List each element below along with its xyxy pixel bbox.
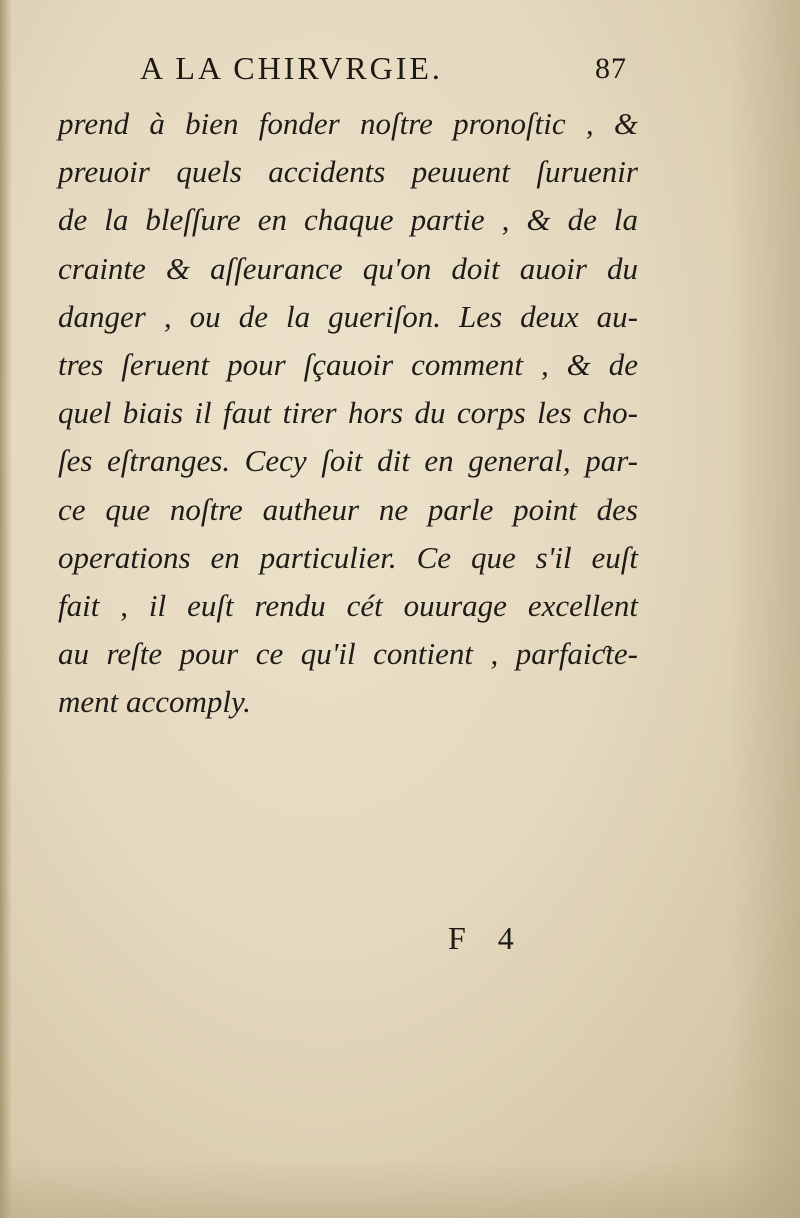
text-line: ce que noſtre autheur ne parle point des: [58, 491, 638, 527]
running-header: [140, 50, 640, 94]
text-line: preuoir quels accidents peuuent ſuruenir: [58, 154, 638, 190]
text-line: operations en particulier. Ce que s'il euſt: [58, 539, 638, 575]
text-line: prend à bien fonder noſtre pronoſtic , &: [58, 106, 638, 141]
page-gutter-shadow: [0, 0, 12, 1218]
text-line: fait , il euſt rendu cét ouurage excellent: [58, 587, 638, 623]
body-paragraph: [58, 100, 648, 726]
text-line: au reſte pour ce qu'il contient , parfaiƈte-: [58, 636, 638, 672]
text-line: quel biais il faut tirer hors du corps les cho-: [58, 395, 638, 431]
page-bottom-shadow: [0, 1158, 800, 1218]
text-line: danger , ou de la gueriſon. Les deux au-: [58, 298, 638, 334]
text-line: ment accomply.: [58, 684, 251, 720]
running-title: A LA CHIRVRGIE.: [140, 50, 443, 86]
text-line: ſes eſtranges. Cecy ſoit dit en general, par-: [58, 443, 638, 479]
text-line: tres ſeruent pour ſçauoir comment , & de: [58, 346, 638, 382]
page-number: 87: [595, 52, 627, 85]
verso-bleed-through: [60, 690, 780, 1170]
text-line: crainte & aſſeurance qu'on doit auoir du: [58, 250, 638, 286]
text-line: de la bleſſure en chaque partie , & de la: [58, 202, 638, 238]
signature-mark: F 4: [448, 920, 526, 956]
